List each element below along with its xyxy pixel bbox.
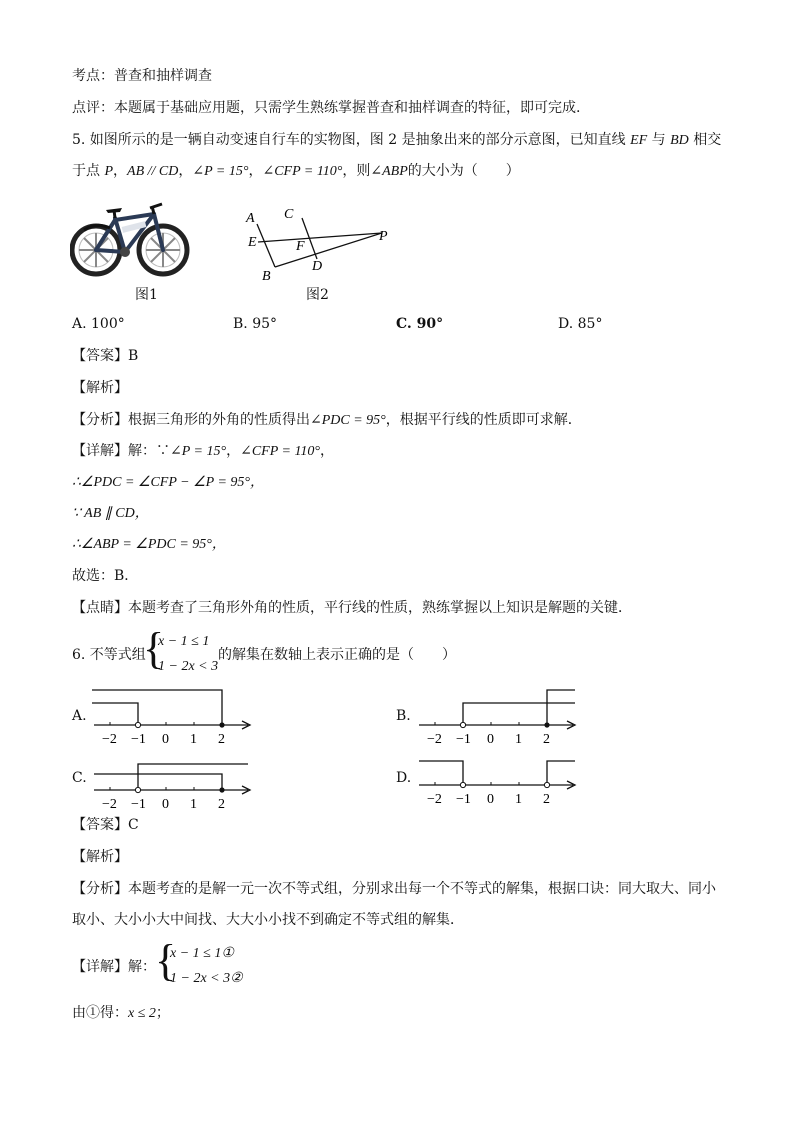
q5-fenxi: 【分析】根据三角形的外角的性质得出∠PDC = 95°，根据平行线的性质即可求解． bbox=[72, 412, 582, 428]
tick-a-3: 1 bbox=[190, 732, 197, 745]
q6-xiangjie-ineq1: x − 1 ≤ 1① bbox=[170, 946, 234, 961]
tick-a-4: 2 bbox=[218, 732, 225, 745]
number-line-b bbox=[415, 685, 580, 745]
fig2-caption: 图2 bbox=[306, 287, 329, 303]
q5-dianjing: 【点睛】本题考查了三角形外角的性质，平行线的性质，熟练掌握以上知识是解题的关键． bbox=[72, 600, 632, 616]
dianping-line: 点评：本题属于基础应用题，只需学生熟练掌握普查和抽样调查的特征，即可完成. bbox=[72, 100, 581, 116]
tick-b-3: 1 bbox=[515, 732, 522, 745]
tick-c-4: 2 bbox=[218, 797, 225, 810]
tick-b-4: 2 bbox=[543, 732, 550, 745]
fig1-caption: 图1 bbox=[135, 287, 158, 303]
q5-step1: ∴∠PDC = ∠CFP − ∠P = 95°， bbox=[72, 475, 264, 490]
tick-d-4: 2 bbox=[543, 792, 550, 805]
q6-answer: 【答案】C bbox=[72, 817, 139, 833]
q5-jiexi: 【解析】 bbox=[72, 380, 128, 396]
tick-c-1: −1 bbox=[131, 797, 146, 810]
q6-suffix: 的解集在数轴上表示正确的是（ ） bbox=[218, 647, 456, 663]
q5-option-b: B. 95° bbox=[233, 316, 278, 332]
q5-step2: ∵ AB ∥ CD， bbox=[72, 506, 149, 521]
q6-xiangjie-brace: { bbox=[155, 936, 177, 985]
label-A: A bbox=[246, 211, 255, 226]
label-F: F bbox=[296, 239, 305, 254]
q5-answer: 【答案】B bbox=[72, 348, 139, 364]
q6-option-a-label: A. bbox=[72, 708, 87, 724]
q6-option-d-label: D. bbox=[396, 770, 412, 786]
label-C: C bbox=[284, 207, 294, 222]
q6-fenxi-line1: 【分析】本题考查的是解一元一次不等式组，分别求出每一个不等式的解集，根据口诀：同大取大、同小 bbox=[72, 881, 716, 897]
label-E: E bbox=[248, 235, 257, 250]
tick-a-0: −2 bbox=[102, 732, 117, 745]
number-line-d bbox=[415, 745, 580, 805]
tick-b-1: −1 bbox=[456, 732, 471, 745]
tick-a-1: −1 bbox=[131, 732, 146, 745]
kaodian-line: 考点：普查和抽样调查 bbox=[72, 68, 212, 84]
tick-a-2: 0 bbox=[162, 732, 169, 745]
q5-step3: ∴∠ABP = ∠PDC = 95°， bbox=[72, 537, 226, 552]
tick-c-2: 0 bbox=[162, 797, 169, 810]
tick-b-2: 0 bbox=[487, 732, 494, 745]
q6-prefix: 6. 不等式组 bbox=[72, 647, 146, 663]
q6-option-c-label: C. bbox=[72, 770, 87, 786]
tick-d-3: 1 bbox=[515, 792, 522, 805]
q6-fenxi-line2: 取小、大小小大中间找、大大小小找不到确定不等式组的解集． bbox=[72, 912, 464, 928]
label-B: B bbox=[262, 269, 271, 284]
tick-b-0: −2 bbox=[427, 732, 442, 745]
q5-line2: 于点 P，AB // CD，∠P = 15°，∠CFP = 110°，则∠ABP的大小为（ ） bbox=[72, 163, 520, 179]
label-P: P bbox=[379, 229, 388, 244]
label-D: D bbox=[312, 259, 323, 274]
tick-c-3: 1 bbox=[190, 797, 197, 810]
q5-option-a: A. 100° bbox=[72, 316, 125, 332]
q6-you1: 由①得：x ≤ 2； bbox=[72, 1005, 170, 1021]
q5-option-c: C. 90° bbox=[396, 316, 444, 332]
q6-ineq1: x − 1 ≤ 1 bbox=[158, 634, 210, 649]
tick-c-0: −2 bbox=[102, 797, 117, 810]
q5-option-d: D. 85° bbox=[558, 316, 603, 332]
geometry-figure bbox=[240, 200, 400, 285]
q5-line1: 5. 如图所示的是一辆自动变速自行车的实物图，图 2 是抽象出来的部分示意图，已知直线 EF 与 BD 相交 bbox=[72, 132, 722, 148]
tick-d-2: 0 bbox=[487, 792, 494, 805]
tick-d-1: −1 bbox=[456, 792, 471, 805]
q6-option-b-label: B. bbox=[396, 708, 411, 724]
q6-brace: { bbox=[143, 624, 165, 673]
q5-xiangjie: 【详解】解：∵∠P = 15°，∠CFP = 110°， bbox=[72, 443, 335, 459]
q6-ineq2: 1 − 2x < 3 bbox=[158, 659, 219, 674]
q6-xiangjie-ineq2: 1 − 2x < 3② bbox=[170, 971, 243, 986]
number-line-a bbox=[90, 685, 255, 745]
number-line-c bbox=[90, 750, 255, 810]
q6-xiangjie-prefix: 【详解】解： bbox=[72, 959, 156, 975]
tick-d-0: −2 bbox=[427, 792, 442, 805]
q5-guxuan: 故选：B． bbox=[72, 568, 139, 584]
q6-jiexi: 【解析】 bbox=[72, 849, 128, 865]
bicycle-image bbox=[70, 196, 190, 286]
